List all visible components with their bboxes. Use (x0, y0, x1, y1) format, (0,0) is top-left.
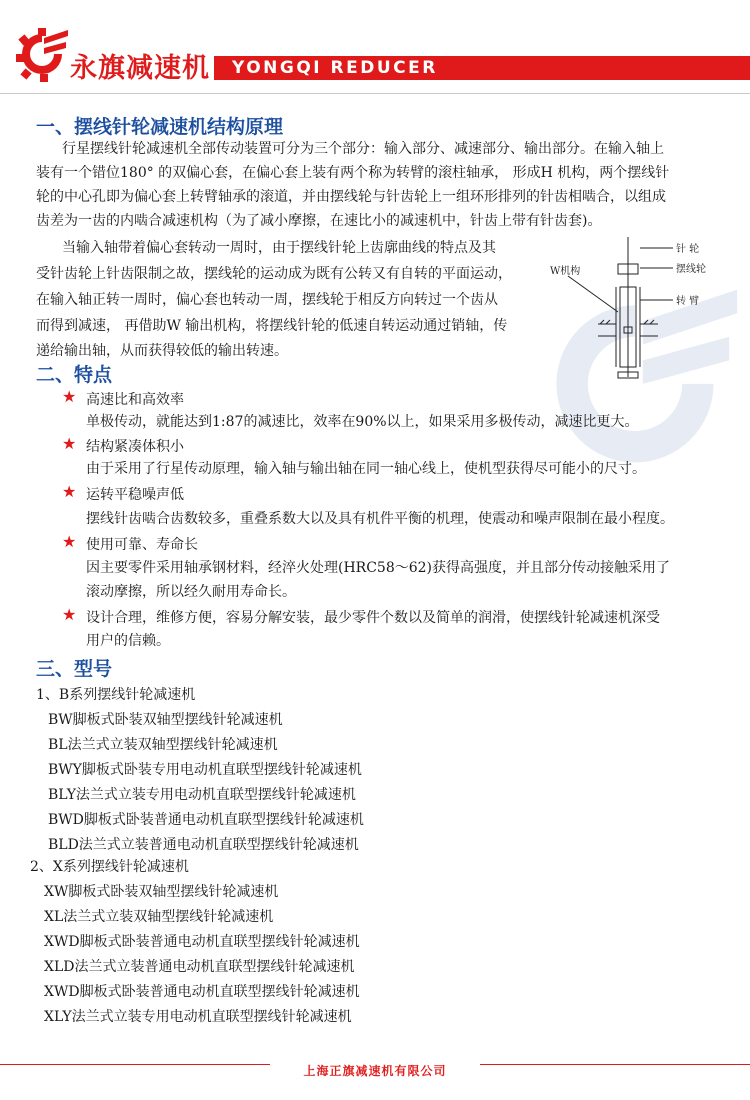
paragraph-line: 当输入轴带着偏心套转动一周时，由于摆线针轮上齿廓曲线的特点及其 (62, 240, 496, 256)
feature-desc: 滚动摩擦，所以经久耐用寿命长。 (86, 584, 296, 600)
feature-desc: 因主要零件采用轴承钢材料，经淬火处理(HRC58～62)获得高强度，并且部分传动接触采用了 (86, 560, 671, 576)
feature-title: 使用可靠、寿命长 (86, 537, 198, 553)
feature-title: 高速比和高效率 (86, 392, 184, 408)
section-title-models: 三、型号 (36, 658, 113, 680)
paragraph-line: 轮的中心孔即为偏心套上转臂轴承的滚道，并由摆线轮与针齿轮上一组环形排列的针齿相啮合，以组成 (36, 189, 666, 205)
series-title-x: 2、X系列摆线针轮减速机 (30, 859, 189, 875)
model-item: BL法兰式立装双轴型摆线针轮减速机 (48, 737, 278, 753)
model-item: XLD法兰式立装普通电动机直联型摆线针轮减速机 (44, 959, 355, 975)
brand-name-cn: 永旗减速机 (70, 53, 210, 84)
model-item: XLY法兰式立装专用电动机直联型摆线针轮减速机 (44, 1009, 352, 1025)
star-bullet-icon: ★ (62, 434, 77, 453)
star-bullet-icon: ★ (62, 387, 77, 406)
model-item: BLY法兰式立装专用电动机直联型摆线针轮减速机 (48, 787, 356, 803)
model-item: XL法兰式立装双轴型摆线针轮减速机 (44, 909, 274, 925)
feature-title: 运转平稳噪声低 (86, 487, 184, 503)
paragraph-line: 行星摆线针轮减速机全部传动装置可分为三个部分：输入部分、减速部分、输出部分。在输入轴上 (62, 141, 664, 157)
model-item: XWD脚板式卧装普通电动机直联型摆线针轮减速机 (44, 934, 360, 950)
section-title-structure: 一、摆线针轮减速机结构原理 (36, 116, 284, 138)
section-title-features: 二、特点 (36, 364, 113, 386)
star-bullet-icon: ★ (62, 605, 77, 624)
diagram-label-needle-wheel: 针 轮 (676, 244, 700, 255)
paragraph-line: 装有一个错位180° 的双偏心套，在偏心套上装有两个称为转臂的滚柱轴承， 形成H 机构，两个摆线针 (36, 165, 670, 181)
series-title-b: 1、B系列摆线针轮减速机 (36, 687, 196, 703)
star-bullet-icon: ★ (62, 532, 77, 551)
model-item: BWD脚板式卧装普通电动机直联型摆线针轮减速机 (48, 812, 364, 828)
reducer-structure-diagram (548, 232, 718, 382)
star-bullet-icon: ★ (62, 482, 77, 501)
paragraph-line: 递给输出轴，从而获得较低的输出转速。 (36, 343, 288, 359)
gear-logo-icon (14, 24, 70, 82)
brand-name-en: YONGQI REDUCER (232, 58, 438, 78)
feature-desc: 由于采用了行星传动原理，输入轴与输出轴在同一轴心线上，使机型获得尽可能小的尺寸。 (86, 461, 646, 477)
model-item: BLD法兰式立装普通电动机直联型摆线针轮减速机 (48, 837, 359, 853)
paragraph-line: 受针齿轮上针齿限制之故，摆线轮的运动成为既有公转又有自转的平面运动， (36, 266, 512, 282)
paragraph-line: 在输入轴正转一周时，偏心套也转动一周，摆线轮于相反方向转过一个齿从 (36, 292, 498, 308)
feature-title: 结构紧凑体积小 (86, 439, 184, 455)
feature-desc: 单极传动，就能达到1:87的减速比，效率在90%以上，如果采用多极传动，减速比更大。 (86, 414, 639, 430)
feature-title: 设计合理，维修方便，容易分解安装，最少零件个数以及简单的润滑，使摆线针轮减速机深受 (86, 610, 660, 626)
diagram-label-cycloid-wheel: 摆线轮 (676, 264, 706, 275)
diagram-label-arm: 转 臂 (676, 296, 700, 307)
diagram-label-w-mechanism: W机构 (550, 266, 581, 277)
model-item: XW脚板式卧装双轴型摆线针轮减速机 (44, 884, 279, 900)
model-item: BW脚板式卧装双轴型摆线针轮减速机 (48, 712, 283, 728)
paragraph-line: 齿差为一齿的内啮合减速机构（为了减小摩擦，在速比小的减速机中，针齿上带有针齿套)。 (36, 213, 602, 229)
feature-desc: 用户的信赖。 (86, 633, 170, 649)
model-item: XWD脚板式卧装普通电动机直联型摆线针轮减速机 (44, 984, 360, 1000)
page-header (0, 0, 750, 95)
footer-company-name: 上海正旗减速机有限公司 (303, 1064, 447, 1078)
header-divider (0, 93, 750, 94)
paragraph-line: 而得到减速， 再借助W 输出机构，将摆线针轮的低速自转运动通过销轴，传 (36, 318, 508, 334)
model-item: BWY脚板式卧装专用电动机直联型摆线针轮减速机 (48, 762, 362, 778)
feature-desc: 摆线针齿啮合齿数较多，重叠系数大以及具有机件平衡的机理，使震动和噪声限制在最小程度。 (86, 511, 674, 527)
